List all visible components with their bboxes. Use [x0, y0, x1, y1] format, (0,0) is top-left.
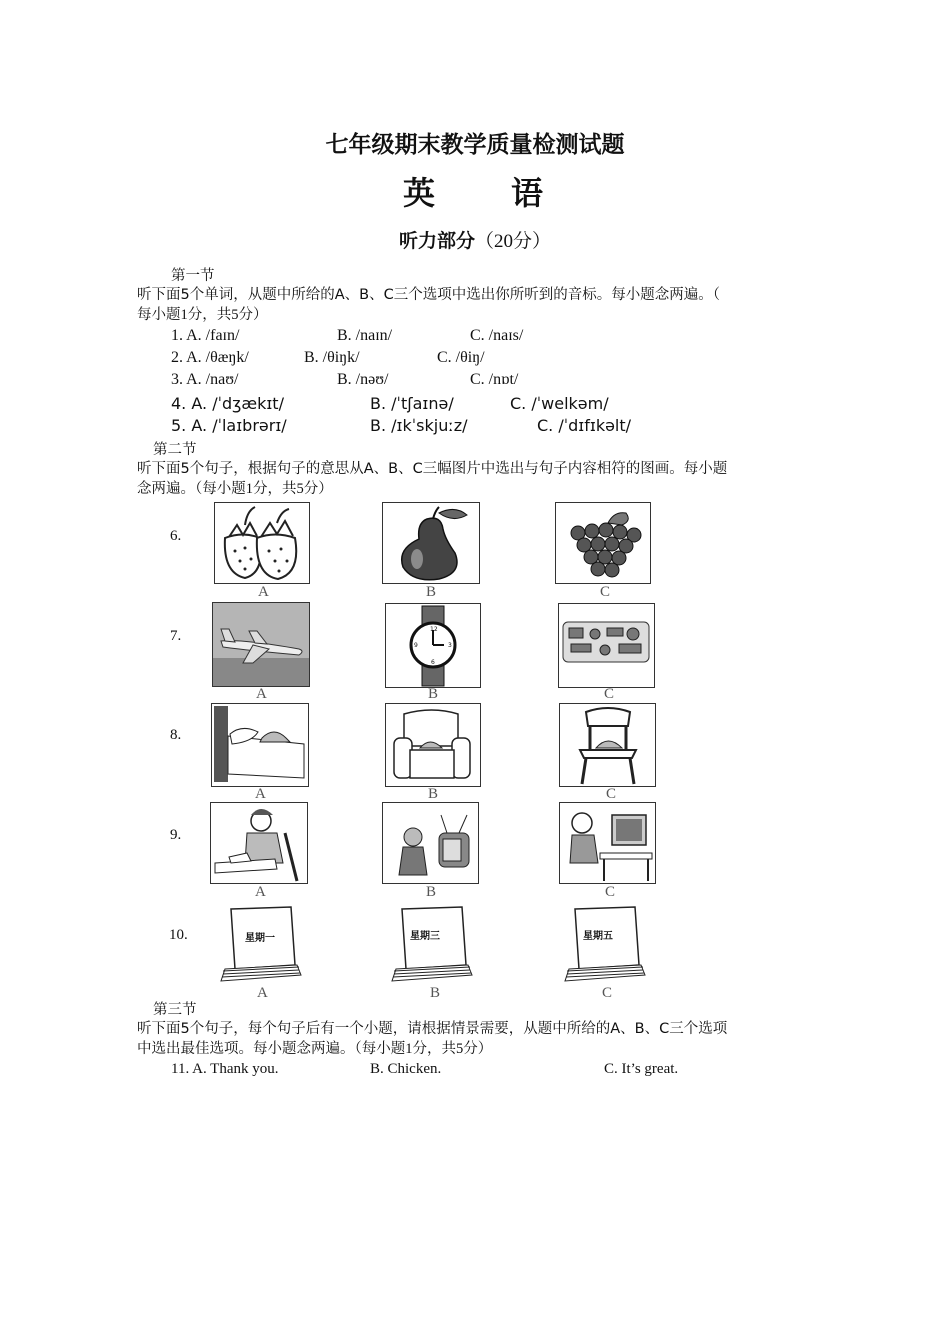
q1-option-c: C. /naɪs/ [470, 327, 524, 344]
q3-option-b: B. /nəʊ/ [337, 371, 389, 388]
pear-icon [383, 503, 479, 583]
q2-option-b: B. /θiŋk/ [304, 349, 360, 366]
section2-label: 第二节 [153, 442, 197, 458]
q7-label-b: B [428, 686, 439, 702]
boy-writing-icon [211, 803, 307, 883]
section3-label: 第三节 [153, 1002, 197, 1018]
q4-option-c: C. /ˈwelkəm/ [510, 394, 609, 413]
part-score: （20分） [475, 231, 552, 252]
q7-picture-c-pencil-case [558, 603, 655, 688]
grapes-icon [556, 503, 650, 583]
section1-instruction-line2: 每小题1分，共5分） [137, 307, 268, 323]
svg-text:12: 12 [430, 626, 438, 633]
pencil-case-icon [559, 604, 654, 687]
boy-computer-icon [560, 803, 655, 883]
part-title: 听力部分 [398, 230, 475, 252]
q7-picture-b-watch [385, 603, 481, 688]
q10-label-a: A [257, 985, 268, 1001]
q6-label-a: A [258, 584, 269, 600]
q10-number: 10. [169, 927, 188, 943]
section2-instruction-line2: 念两遍。（每小题1分，共5分） [137, 481, 333, 497]
strawberry-icon [215, 503, 309, 583]
svg-text:3: 3 [448, 642, 452, 649]
q10-picture-b-calendar-wednesday [386, 903, 480, 983]
q7-label-c: C [604, 686, 615, 702]
bed-icon [212, 704, 308, 786]
q9-number: 9. [170, 827, 182, 843]
q3-option-a: 3. A. /naʊ/ [171, 371, 239, 388]
part-heading [0, 226, 950, 253]
exam-title: 七年级期末教学质量检测试题 [325, 132, 625, 158]
section3-instruction-line1: 听下面5个句子，每个句子后有一个小题，请根据情景需要，从题中所给的A、B、C三个选项 [137, 1021, 728, 1037]
section1-instruction-line1: 听下面5个单词，从题中所给的A、B、C三个选项中选出你所听到的音标。每小题念两遍。（ [137, 287, 720, 303]
q4-option-a: 4. A. /ˈdʒækɪt/ [171, 394, 284, 413]
q11-option-a: 11. A. Thank you. [171, 1061, 279, 1077]
q8-label-b: B [428, 786, 439, 802]
q5-option-c: C. /ˈdɪfɪkəlt/ [537, 416, 632, 435]
q10-picture-a-calendar-monday [211, 903, 306, 983]
q1-option-a: 1. A. /faɪn/ [171, 327, 240, 344]
q2-option-c: C. /θiŋ/ [437, 349, 485, 366]
q6-number: 6. [170, 528, 182, 544]
section1-label: 第一节 [171, 268, 215, 284]
q8-picture-b-armchair [385, 703, 481, 787]
section3-instruction-line2: 中选出最佳选项。每小题念两遍。（每小题1分，共5分） [137, 1041, 493, 1057]
q6-picture-b-pear [382, 502, 480, 584]
calendar-icon [386, 903, 480, 983]
airplane-icon [213, 603, 309, 686]
q4-option-b: B. /ˈtʃaɪnə/ [370, 394, 454, 413]
calendar-icon [211, 903, 306, 983]
q6-picture-c-grapes [555, 502, 651, 584]
q11-option-b: B. Chicken. [370, 1061, 442, 1077]
q8-picture-c-chair [559, 703, 656, 787]
q1-option-b: B. /naɪn/ [337, 327, 393, 344]
q6-picture-a-strawberries [214, 502, 310, 584]
subject-title: 英 语 [402, 174, 547, 212]
q8-picture-a-bed [211, 703, 309, 787]
q8-label-a: A [255, 786, 266, 802]
q2-option-a: 2. A. /θæŋk/ [171, 349, 249, 366]
watch-icon [386, 604, 480, 687]
section2-instruction-line1: 听下面5个句子，根据句子的意思从A、B、C三幅图片中选出与句子内容相符的图画。每小题 [137, 461, 728, 477]
armchair-icon [386, 704, 480, 786]
q7-picture-a-airplane [212, 602, 310, 687]
q9-label-c: C [605, 884, 616, 900]
q10-picture-c-calendar-friday [559, 903, 654, 983]
q6-label-c: C [600, 584, 611, 600]
calendar-icon [559, 903, 654, 983]
svg-text:9: 9 [414, 642, 418, 649]
q8-number: 8. [170, 727, 182, 743]
q6-label-b: B [426, 584, 437, 600]
q10-label-b: B [430, 985, 441, 1001]
q7-label-a: A [256, 686, 267, 702]
q9-picture-c-boy-at-computer [559, 802, 656, 884]
boy-tv-icon [383, 803, 478, 883]
q10-calendar-a-text: 星期一 [245, 933, 275, 944]
q7-number: 7. [170, 628, 182, 644]
q3-option-c: C. /nɒt/ [470, 371, 519, 388]
q10-calendar-c-text: 星期五 [583, 931, 613, 942]
q8-label-c: C [606, 786, 617, 802]
q9-picture-b-boy-watching-tv [382, 802, 479, 884]
q9-picture-a-boy-writing [210, 802, 308, 884]
q10-label-c: C [602, 985, 613, 1001]
svg-text:6: 6 [431, 659, 435, 666]
q11-option-c: C. It’s great. [604, 1061, 679, 1077]
q10-calendar-b-text: 星期三 [410, 931, 440, 942]
q5-option-b: B. /ɪkˈskjuːz/ [370, 416, 468, 435]
q5-option-a: 5. A. /ˈlaɪbrərɪ/ [171, 416, 287, 435]
q9-label-a: A [255, 884, 266, 900]
chair-icon [560, 704, 655, 786]
q9-label-b: B [426, 884, 437, 900]
